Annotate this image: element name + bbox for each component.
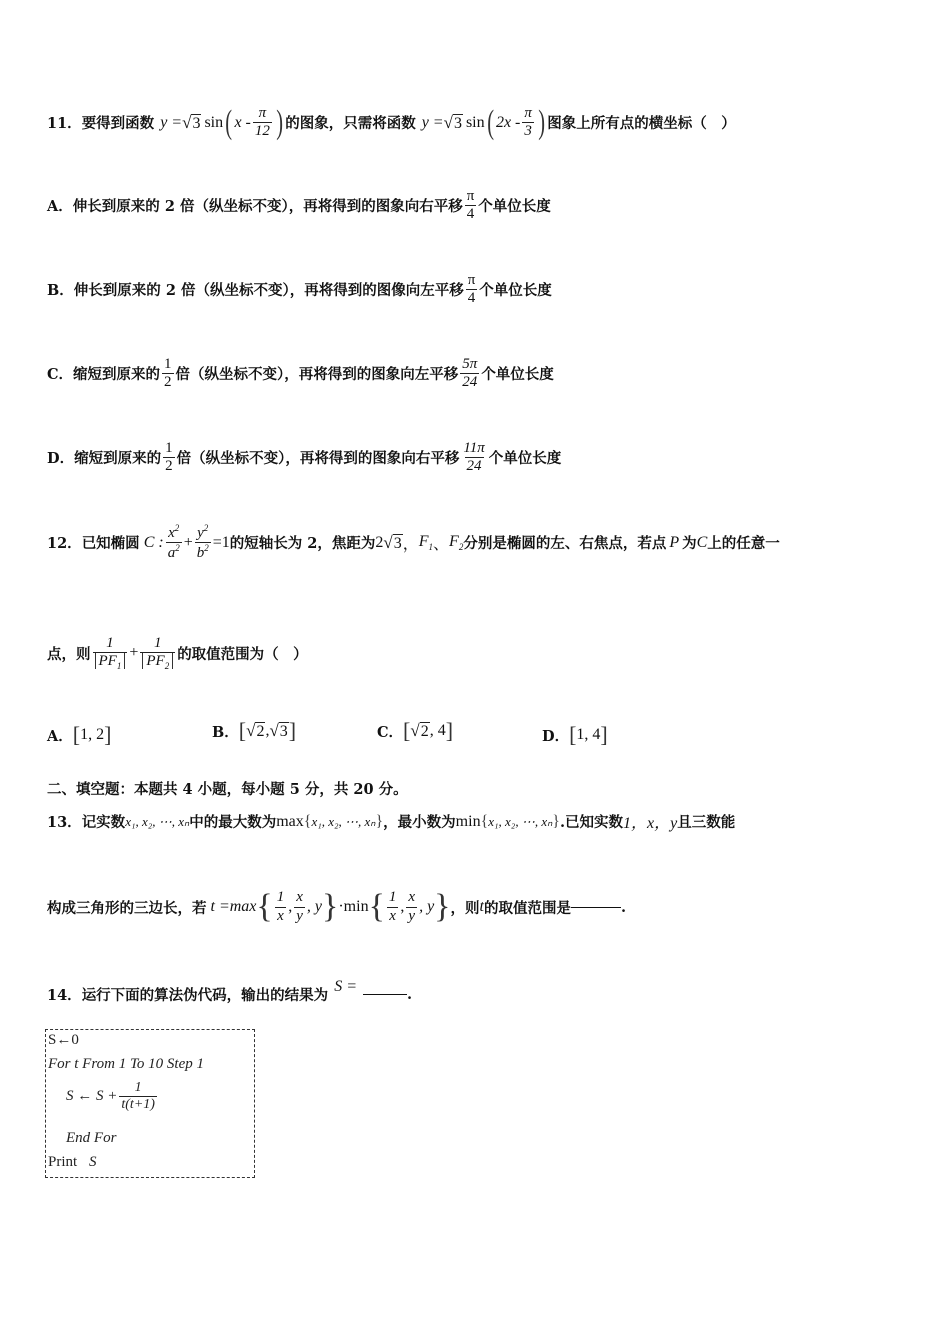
question-13: 13． 记实数 x₁, x₂, ⋯, xₙ 中的最大数为 max { x₁, x₂, ⋯, xₙ } ，最小数为 min { x₁, x₂, ⋯, xₙ } .已知实数 1，x，y 且三数能 bbox=[47, 810, 735, 833]
q11-text-3: 图象上所有点的横坐标（ ） bbox=[547, 115, 736, 133]
option-text-0: 缩短到原来的 bbox=[74, 450, 162, 468]
option-shift-frac: $\frac{5\pi}{24}$ bbox=[462, 356, 478, 391]
q12-focal-coef: 2 bbox=[375, 533, 384, 551]
q11-option-b bbox=[47, 272, 552, 308]
q12-text-3: 分别是椭圆的左、右焦点，若点 bbox=[463, 535, 667, 553]
option-scale-frac: $\frac{1}{2}$ bbox=[165, 440, 173, 475]
q12-y-frac: $\frac{y^2}{b^2}$ bbox=[196, 523, 209, 562]
q13-dot-min: ·min bbox=[338, 898, 369, 915]
q12-text-7: 的取值范围为（ ） bbox=[177, 645, 308, 663]
q11-f1-sqrt: √ 3 bbox=[182, 112, 201, 132]
q12-text-2: 的短轴长为 2，焦距为 bbox=[229, 535, 376, 553]
q13-min-args: x₁, x₂, ⋯, xₙ bbox=[488, 813, 553, 829]
code-frac: $\frac{1}{t(t+1)}$ bbox=[121, 1080, 155, 1113]
option-sqrt-2: √ 3 bbox=[269, 721, 288, 740]
q13-end: . bbox=[620, 898, 627, 916]
q12-p: P bbox=[669, 533, 680, 551]
option-text-0: 缩短到原来的 bbox=[73, 366, 161, 384]
code-line-2: For t From 1 To 10 Step 1 bbox=[48, 1056, 204, 1072]
q14-answer-blank[interactable] bbox=[363, 994, 407, 995]
q13-text-5: 且三数能 bbox=[677, 814, 736, 831]
q12-f1: $F_1$ bbox=[418, 533, 434, 553]
q12-c: C : bbox=[143, 533, 164, 551]
q12-x-frac: $\frac{x^2}{a^2}$ bbox=[167, 523, 180, 562]
q12-f2: $F_2$ bbox=[449, 533, 464, 553]
option-text-end: 个单位长度 bbox=[479, 282, 552, 300]
q12-text-5: 上的任意一 bbox=[707, 535, 780, 553]
q11-f2-sqrt: √ 3 bbox=[443, 112, 462, 132]
option-text: 倍（纵坐标不变），再将得到的图象向左平移 bbox=[175, 366, 459, 384]
q13-xs: x₁, x₂, ⋯, xₙ bbox=[125, 813, 190, 829]
q13-text-2: 中的最大数为 bbox=[189, 814, 277, 831]
option-label: D． bbox=[542, 727, 570, 745]
q11-text-1: 要得到函数 bbox=[81, 115, 155, 133]
option-label: D． bbox=[47, 450, 75, 468]
q12-focal-sqrt: √ 3 bbox=[383, 532, 402, 552]
q12-pf1-frac: $\frac{1}{PF_1}$ bbox=[93, 635, 128, 672]
q12-dun: 、 bbox=[433, 536, 450, 554]
q11-f2-lhs: y = bbox=[421, 113, 444, 131]
option-shift-frac: $\frac{\pi}{4}$ bbox=[466, 188, 475, 223]
question-13-cont: 构成三角形的三边长，若 t =max { $\frac{1}{x}$ , $\frac{x}{y}$ , y } ·min { $\frac{1}{x}$ , $\frac{x}{y}$ , y } ，则 t 的取值范围是 . bbox=[47, 888, 627, 925]
option-text-end: 个单位长度 bbox=[478, 198, 551, 216]
q12-text-4: 为 bbox=[682, 535, 697, 553]
q12-text-1: 已知椭圆 bbox=[81, 535, 140, 553]
q12-pf2-frac: $\frac{1}{PF_2}$ bbox=[140, 635, 175, 672]
q12-number: 12． bbox=[47, 535, 82, 553]
q13-text-1: 记实数 bbox=[81, 814, 126, 831]
q12-eq: =1 bbox=[212, 533, 230, 551]
question-11: 11． 要得到函数 y = √ 3 sin ( x - $\frac{\pi}{12}$ ) 的图象，只需将函数 y = √ 3 sin ( 2x - $\frac{\pi}{3}$ ) 图象上所有点的横坐标（ ） bbox=[47, 103, 736, 141]
q11-f1-lhs: y = bbox=[160, 113, 183, 131]
code-line-3 bbox=[66, 1080, 159, 1113]
q13-answer-blank[interactable] bbox=[571, 907, 621, 908]
q12-option-b: B． [ √ 2 , √ 3 ] bbox=[212, 718, 297, 743]
q13-min: min bbox=[455, 812, 481, 830]
q11-f1-frac: $\frac{\pi}{12}$ bbox=[254, 105, 270, 140]
q11-option-a bbox=[47, 188, 551, 224]
q12-sep: ， bbox=[402, 536, 419, 554]
q12-option-a: A． [ 1, 2 ] bbox=[47, 722, 112, 747]
q11-f1-x: x - bbox=[234, 113, 251, 131]
q13-number: 13． bbox=[47, 814, 82, 831]
option-value: , 4 bbox=[429, 722, 446, 739]
q14-text-1: 运行下面的算法伪代码，输出的结果为 bbox=[81, 987, 329, 1004]
q11-text-2: 的图象，只需将函数 bbox=[285, 115, 416, 133]
q12-option-d: D． [ 1, 4 ] bbox=[542, 722, 608, 747]
q14-end: . bbox=[406, 986, 413, 1003]
code-line-1: S←0 bbox=[48, 1032, 79, 1048]
option-label: A． bbox=[47, 727, 73, 745]
option-label: B． bbox=[47, 282, 74, 300]
question-12-cont: 点，则 $\frac{1}{PF_1}$ + $\frac{1}{PF_2}$ 的取值范围为（ ） bbox=[47, 635, 308, 672]
option-text: 伸长到原来的 2 倍（纵坐标不变），再将得到的图象向右平移 bbox=[72, 198, 463, 216]
option-text-end: 个单位长度 bbox=[488, 450, 562, 468]
q11-option-c bbox=[47, 356, 554, 392]
code-print-var: S bbox=[88, 1154, 97, 1170]
q13-text-3: ，最小数为 bbox=[383, 814, 456, 831]
option-value: 1, 2 bbox=[80, 726, 105, 743]
option-text: 伸长到原来的 2 倍（纵坐标不变），再将得到的图像向左平移 bbox=[73, 282, 464, 300]
q13-t: t bbox=[479, 898, 484, 915]
section-heading: 二、填空题：本题共 4 小题，每小题 5 分，共 20 分。 bbox=[47, 781, 408, 798]
option-label: C． bbox=[47, 366, 74, 384]
q13-max: max bbox=[276, 812, 304, 830]
q13-text-8: 的取值范围是 bbox=[483, 899, 571, 917]
code-line-4: End For bbox=[66, 1130, 117, 1146]
q11-number: 11． bbox=[47, 115, 82, 133]
pseudocode-box bbox=[45, 1029, 255, 1178]
option-label: A． bbox=[47, 198, 73, 216]
q12-c2: C bbox=[696, 533, 708, 551]
q13-text-6: 构成三角形的三边长，若 bbox=[47, 899, 207, 917]
q13-text-7: ，则 bbox=[450, 899, 480, 917]
q11-option-d bbox=[47, 440, 561, 476]
q13-text-4: .已知实数 bbox=[559, 814, 624, 831]
option-shift-frac: $\frac{11\pi}{24}$ bbox=[463, 440, 485, 475]
option-text-end: 个单位长度 bbox=[481, 366, 554, 384]
q12-option-c: C． [ √ 2 , 4 ] bbox=[377, 718, 454, 743]
q12-text-6: 点，则 bbox=[47, 645, 91, 663]
option-sqrt-1: √ 2 bbox=[410, 721, 429, 740]
q13-t-eq: t =max bbox=[210, 898, 257, 915]
option-text: 倍（纵坐标不变），再将得到的图象向右平移 bbox=[176, 450, 460, 468]
q14-s: S = bbox=[334, 977, 357, 995]
option-shift-frac: $\frac{\pi}{4}$ bbox=[467, 272, 476, 307]
option-value: 1, 4 bbox=[576, 726, 601, 743]
q11-f1-sin: sin bbox=[204, 113, 224, 131]
option-sqrt-1: √ 2 bbox=[246, 721, 265, 740]
code-assign: S ← S + bbox=[66, 1088, 118, 1105]
q14-number: 14． bbox=[47, 987, 82, 1004]
question-12: 12． 已知椭圆 C : $\frac{x^2}{a^2}$ + $\frac{y^2}{b^2}$ =1 的短轴长为 2，焦距为 2 √ 3 ， $F_1$ 、 $F_2$ 分别是椭圆的左、右焦点，若点 P 为 C 上的任意一 bbox=[47, 523, 780, 562]
q13-max-args: x₁, x₂, ⋯, xₙ bbox=[311, 813, 376, 829]
option-scale-frac: $\frac{1}{2}$ bbox=[164, 356, 172, 391]
q13-vars: 1，x，y bbox=[623, 815, 678, 832]
code-line-5 bbox=[48, 1154, 96, 1171]
code-print: Print bbox=[48, 1154, 78, 1170]
q11-f2-x: 2x - bbox=[495, 113, 521, 131]
q11-f2-sin: sin bbox=[465, 113, 485, 131]
q11-f2-frac: $\frac{\pi}{3}$ bbox=[524, 105, 532, 140]
question-14 bbox=[47, 977, 413, 1005]
option-label: B． bbox=[212, 723, 239, 741]
option-label: C． bbox=[377, 723, 404, 741]
